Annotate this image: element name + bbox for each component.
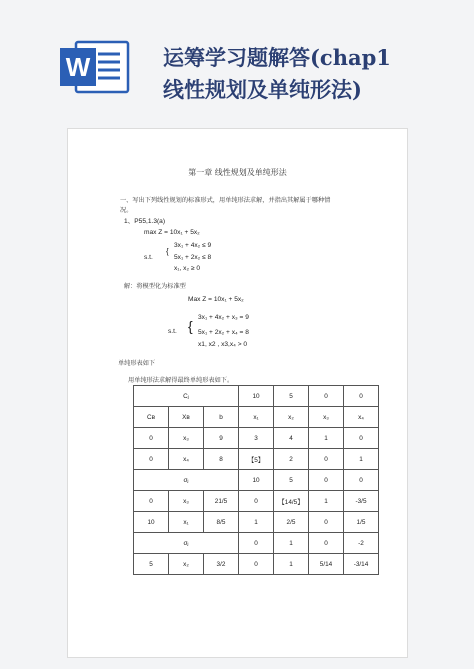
- constraint-2: 5x₁ + 2x₂ ≤ 8: [174, 254, 212, 261]
- table-cell: 1: [309, 428, 344, 449]
- table-cell: x₄: [344, 407, 379, 428]
- question-text: 一、写出下列线性规划的标准形式，用单纯形法求解，并指出其解属于哪种情: [120, 197, 331, 204]
- page-header: [0, 0, 474, 118]
- table-row: [134, 512, 379, 533]
- table-row: [134, 470, 379, 491]
- table-cell: 4: [274, 428, 309, 449]
- table-cell: 0: [239, 491, 274, 512]
- table-cell: 【5】: [239, 449, 274, 470]
- table-cell: 8: [204, 449, 239, 470]
- table-cell: 3: [239, 428, 274, 449]
- table-cell: 1: [274, 533, 309, 554]
- std-constraint-2: 5x₁ + 2x₂ + x₄ = 8: [198, 329, 249, 336]
- table-cell: 0: [309, 386, 344, 407]
- table-cell: 0: [134, 491, 169, 512]
- table-cell: -3/5: [344, 491, 379, 512]
- table-cell: 5/14: [309, 554, 344, 575]
- table-cell: 0: [344, 386, 379, 407]
- table-cell: -2: [344, 533, 379, 554]
- table-cell: 0: [309, 533, 344, 554]
- objective-function: max Z = 10x₁ + 5x₂: [144, 229, 200, 236]
- table-cell: 2/5: [274, 512, 309, 533]
- question-text-cont: 况。: [120, 207, 133, 214]
- table-cell: 0: [239, 533, 274, 554]
- solution-intro: 解：将模型化为标准型: [124, 283, 186, 290]
- st-label-2: s.t.: [168, 328, 177, 335]
- svg-text:W: W: [65, 52, 91, 82]
- table-cell: 5: [274, 386, 309, 407]
- table-row: [134, 491, 379, 512]
- table-cell: 0: [344, 428, 379, 449]
- problem-reference: 1、P55,1.3(a): [124, 218, 166, 225]
- table-cell: x₂: [169, 554, 204, 575]
- table-row: [134, 449, 379, 470]
- table-cell: 0: [309, 449, 344, 470]
- table-cell: -3/14: [344, 554, 379, 575]
- table-cell: x₃: [169, 428, 204, 449]
- table-cell: Xʙ: [169, 407, 204, 428]
- table-cell: 0: [309, 512, 344, 533]
- table-cell: 2: [274, 449, 309, 470]
- table-cell: x₁: [169, 512, 204, 533]
- chapter-title: 第一章 线性规划及单纯形法: [188, 168, 287, 177]
- table-cell: 0: [134, 428, 169, 449]
- table-cell: 10: [239, 470, 274, 491]
- table-cell: 5: [274, 470, 309, 491]
- table-cell: x₂: [274, 407, 309, 428]
- table-cell: Cʙ: [134, 407, 169, 428]
- table-cell: 1: [309, 491, 344, 512]
- std-constraint-3: x1, x2 , x3,x₄ > 0: [198, 341, 248, 348]
- table-label: 单纯形表如下: [118, 360, 156, 367]
- table-cell: 1: [274, 554, 309, 575]
- constraint-brace: {: [166, 247, 169, 256]
- word-document-icon: [58, 38, 132, 96]
- std-constraint-1: 3x₁ + 4x₂ + x₃ = 9: [198, 314, 249, 321]
- document-page: [67, 128, 408, 658]
- constraint-1: 3x₁ + 4x₂ ≤ 9: [174, 242, 212, 249]
- constraint-3: x₁, x₂ ≥ 0: [174, 265, 200, 272]
- sigma-label-cell: σⱼ: [134, 470, 239, 491]
- table-cell: 1: [239, 512, 274, 533]
- table-row: [134, 386, 379, 407]
- table-cell: 0: [344, 470, 379, 491]
- table-cell: 3/2: [204, 554, 239, 575]
- table-cell: 0: [134, 449, 169, 470]
- table-cell: 8/5: [204, 512, 239, 533]
- table-intro: 用单纯形法求解得最终单纯形表如下。: [128, 377, 234, 384]
- table-cell: 9: [204, 428, 239, 449]
- page-title-line2: 线性规划及单纯形法): [163, 77, 362, 102]
- table-cell: 【14/5】: [274, 491, 309, 512]
- cj-label-cell: Cⱼ: [134, 386, 239, 407]
- table-row: [134, 533, 379, 554]
- table-cell: 0: [309, 470, 344, 491]
- table-cell: x₁: [239, 407, 274, 428]
- sigma-label-cell: σⱼ: [134, 533, 239, 554]
- table-row: [134, 407, 379, 428]
- table-cell: b: [204, 407, 239, 428]
- standard-objective: Max Z = 10x₁ + 5x₂: [188, 296, 244, 303]
- table-cell: 21/5: [204, 491, 239, 512]
- table-cell: 0: [239, 554, 274, 575]
- table-row: [134, 554, 379, 575]
- simplex-table: [133, 385, 379, 575]
- st-label: s.t.: [144, 254, 153, 261]
- standard-brace: {: [188, 318, 193, 334]
- table-cell: 5: [134, 554, 169, 575]
- table-cell: x₃: [169, 491, 204, 512]
- table-cell: x₃: [309, 407, 344, 428]
- table-row: [134, 428, 379, 449]
- table-cell: 10: [239, 386, 274, 407]
- table-cell: x₄: [169, 449, 204, 470]
- table-cell: 1/5: [344, 512, 379, 533]
- page-title-line1: 运筹学习题解答(chap1: [163, 45, 391, 70]
- table-cell: 10: [134, 512, 169, 533]
- table-cell: 1: [344, 449, 379, 470]
